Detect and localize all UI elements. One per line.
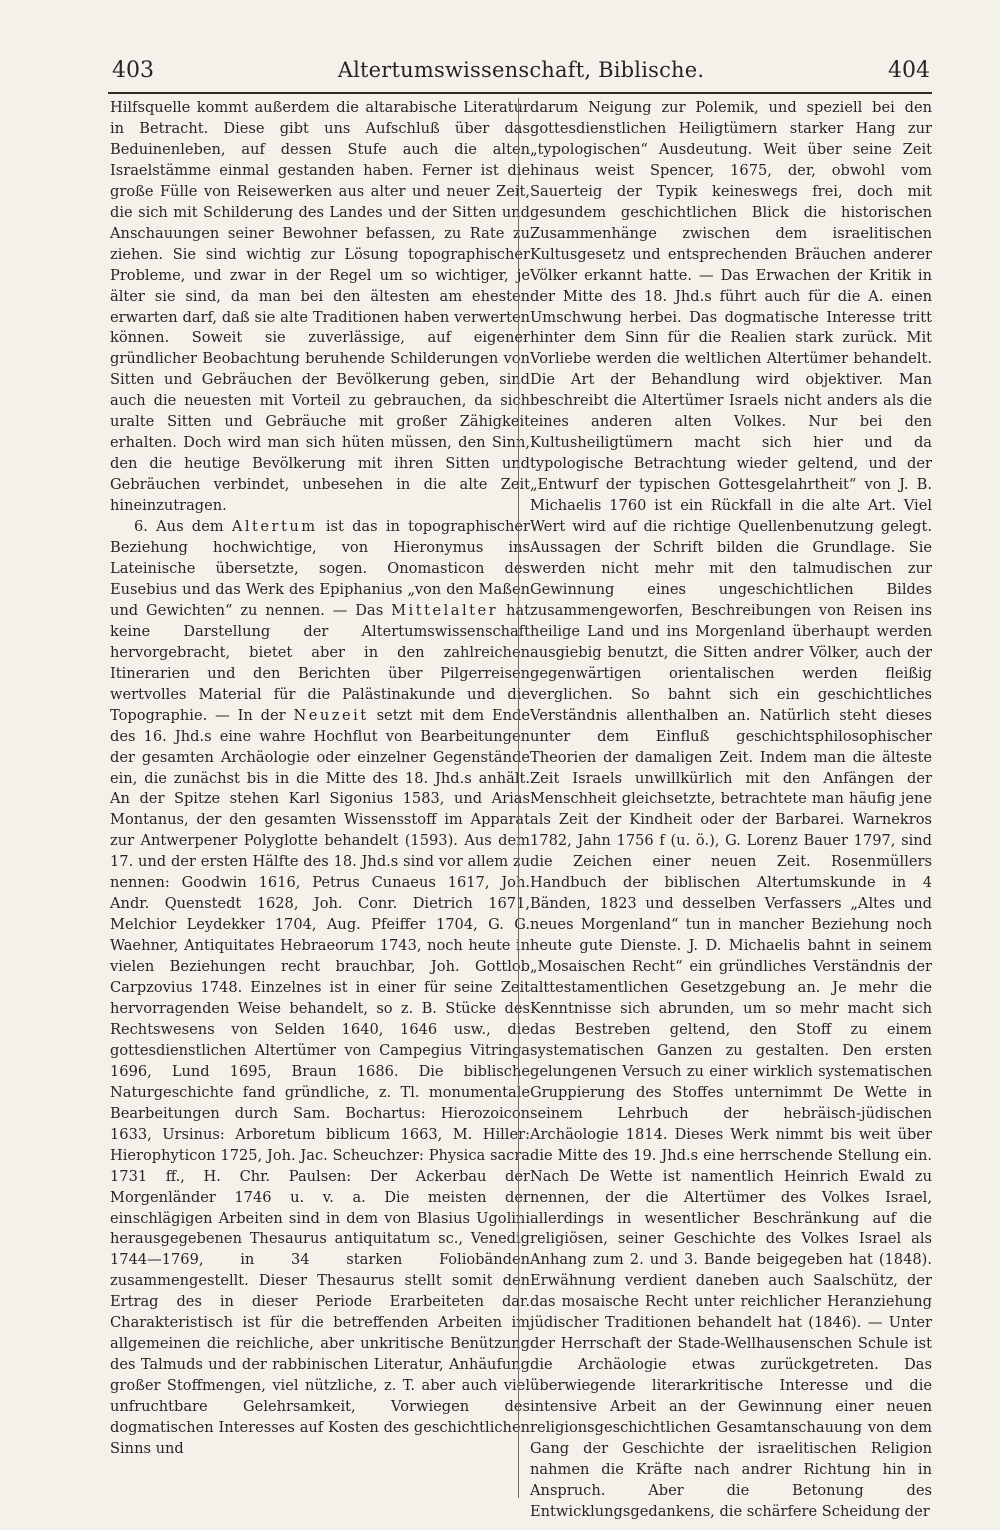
column-divider xyxy=(518,98,519,1498)
text-run: ist das in topographischer Beziehung hochwichtige, von Hieronymus ins Lateinische übersetzte, sogen. Onomasticon des Eusebius und das Werk des Epiphanius „von den Maßen und Gewichten“ zu nennen. — Das xyxy=(110,518,530,619)
right-paragraph-1: darum Neigung zur Polemik, und speziell bei den gottesdienstlichen Heiligtümern starker Hang zur „typologischen“ Ausdeutung. Weit über seine Zeit hinaus weist Spencer, 1675, der, obwohl vom Sauerteig der Typik keineswegs frei, doch mit gesundem geschichtlichen Blick die historischen Zusammenhänge zwischen dem israelitischen Kultusgesetz und entsprechenden Bräuchen anderer Völker erkannt hatte. — Das Erwachen der Kritik in der Mitte des 18. Jhd.s führt auch für die A. einen Umschwung herbei. Das dogmatische Interesse tritt hinter dem Sinn für die Realien stark zurück. Mit Vorliebe werden die weltlichen Altertümer behandelt. Die Art der Behandlung wird objektiver. Man beschreibt die Altertümer Israels nicht anders als die eines anderen alten Volkes. Nur bei den Kultusheiligtümern macht sich hier und da typologische Betrachtung wieder geltend, und der „Entwurf der typischen Gottesgelahrtheit“ von J. B. Michaelis 1760 ist ein Rückfall in die alte Art. Viel Wert wird auf die richtige Quellenbenutzung gelegt. Aussagen der Schrift bilden die Grundlage. Sie werden nicht mehr mit den talmudischen zur Gewinnung eines ungeschichtlichen Bildes zusammengeworfen, Beschreibungen von Reisen ins heilige Land und ins Morgenland überhaupt werden ausgiebig benutzt, die Sitten andrer Völker, auch der gegenwärtigen orientalischen werden fleißig verglichen. So bahnt sich ein geschichtliches Verständnis allenthalben an. Natürlich steht dieses unter dem Einfluß geschichtsphilosophischer Theorien der damaligen Zeit. Indem man die älteste Zeit Israels unwillkürlich mit den Anfängen der Menschheit gleichsetzte, betrachtete man häufig jene als Zeit der Kindheit oder der Barbarei. Warnekros 1782, Jahn 1756 f (u. ö.), G. Lorenz Bauer 1797, sind die Zeichen einer neuen Zeit. Rosenmüllers Handbuch der biblischen Altertumskunde in 4 Bänden, 1823 und desselben Verfassers „Altes und neues Morgenland“ tun in mancher Beziehung noch heute gute Dienste. J. D. Michaelis bahnt in seinem „Mosaischen Recht“ ein gründliches Verständnis der alttestamentlichen Gesetzgebung an. Je mehr die Kenntnisse sich abrunden, um so mehr macht sich das Bestreben geltend, den Stoff zu einem systematischen Ganzen zu gestalten. Den ersten gelungenen Versuch zu einer wirklich systematischen Gruppierung des Stoffes unternimmt De Wette in seinem Lehrbuch der hebräisch-jüdischen Archäologie 1814. Dieses Werk nimmt bis weit über die Mitte des 19. Jhd.s eine herrschende Stellung ein. Nach De Wette ist namentlich Heinrich Ewald zu nennen, der die Altertümer des Volkes Israel, allerdings in wesentlicher Beschränkung auf die religiösen, seiner Geschichte des Volkes Israel als Anhang zum 2. und 3. Bande beigegeben hat (1848). Erwähnung verdient daneben auch Saalschütz, der das mosaische Recht unter reichlicher Heranziehung jüdischer Traditionen behandelt hat (1846). — Unter der Herrschaft der Stade-Wellhausenschen Schule ist die Archäologie etwas zurückgetreten. Das überwiegende literarkritische Interesse und die intensive Arbeit an der Gewinnung einer neuen religionsgeschichtlichen Gesamtanschauung von dem Gang der Geschichte der israelitischen Religion nahmen die Kräfte nach andrer Richtung hin in Anspruch. Aber die Betonung des Entwicklungsgedankens, die schärfere Scheidung der xyxy=(530,99,932,1520)
running-title: Altertumswissenschaft, Biblische. xyxy=(337,58,705,82)
spaced-term-neuzeit: Neuzeit xyxy=(293,706,369,724)
page-header xyxy=(112,58,930,88)
left-paragraph-2 xyxy=(110,517,530,1460)
spaced-term-mittelalter: Mittelalter xyxy=(391,601,499,619)
header-rule xyxy=(108,92,932,94)
page-number-right: 404 xyxy=(887,58,930,83)
text-run: 6. Aus dem xyxy=(134,518,224,536)
right-column xyxy=(530,98,932,1520)
spaced-term-altertum: Altertum xyxy=(231,518,318,536)
left-paragraph-1: Hilfsquelle kommt außerdem die altarabische Literatur in Betracht. Diese gibt uns Aufschluß über das Beduinenleben, auf dessen Stufe auch die alten Israelstämme einmal gestanden haben. Ferner ist die große Fülle von Reisewerken aus alter und neuer Zeit, die sich mit Schilderung des Landes und der Sitten und Anschauungen seiner Bewohner befassen, zu Rate zu ziehen. Sie sind wichtig zur Lösung topographischer Probleme, und zwar in der Regel um so wichtiger, je älter sie sind, da man bei den ältesten am ehesten erwarten darf, daß sie alte Traditionen haben verwerten können. Soweit sie zuverlässige, auf eigener gründlicher Beobachtung beruhende Schilderungen von Sitten und Gebräuchen der Bevölkerung geben, sind auch die neuesten mit Vorteil zu gebrauchen, da sich uralte Sitten und Gebräuche mit großer Zähigkeit erhalten. Doch wird man sich hüten müssen, den Sinn, den die heutige Bevölkerung mit ihren Sitten und Gebräuchen verbindet, unbesehen in die alte Zeit hineinzutragen. xyxy=(110,99,530,515)
page-number-left: 403 xyxy=(112,58,154,83)
left-column xyxy=(110,98,530,1498)
text-run: setzt mit dem Ende des 16. Jhd.s eine wahre Hochflut von Bearbeitungen der gesamten Archäologie oder einzelner Gegenstände ein, die zunächst bis in die Mitte des 18. Jhd.s anhält. An der Spitze stehen Karl Sigonius 1583, und Arias Montanus, der den gesamten Wissensstoff im Apparat zur Antwerpener Polyglotte behandelt (1593). Aus dem 17. und der ersten Hälfte des 18. Jhd.s sind vor allem zu nennen: Goodwin 1616, Petrus Cunaeus 1617, Joh. Andr. Quenstedt 1628, Joh. Conr. Dietrich 1671, Melchior Leydekker 1704, Aug. Pfeiffer 1704, G. G. Waehner, Antiquitates Hebraeorum 1743, noch heute in vielen Beziehungen recht brauchbar, Joh. Gottlob Carpzovius 1748. Einzelnes ist in einer für seine Zeit hervorragenden Weise behandelt, so z. B. Stücke des Rechtswesens von Selden 1640, 1646 usw., die gottesdienstlichen Altertümer von Campegius Vitringa 1696, Lund 1695, Braun 1686. Die biblische Naturgeschichte fand gründliche, z. Tl. monumentale Bearbeitungen durch Sam. Bochartus: Hierozoicon 1633, Ursinus: Arboretum biblicum 1663, M. Hiller: Hierophyticon 1725, Joh. Jac. Scheuchzer: Physica sacra 1731 ff., H. Chr. Paulsen: Der Ackerbau der Morgenländer 1746 u. v. a. Die meisten der einschlägigen Arbeiten sind in dem von Blasius Ugolini herausgegebenen Thesaurus antiquitatum sc., Venedig 1744—1769, in 34 starken Foliobänden zusammengestellt. Dieser Thesaurus stellt somit den Ertrag des in dieser Periode Erarbeiteten dar. Charakteristisch ist für die betreffenden Arbeiten im allgemeinen die reichliche, aber unkritische Benützung des Talmuds und der rabbinischen Literatur, Anhäufung großer Stoffmengen, viel nützliche, z. T. aber auch viel unfruchtbare Gelehrsamkeit, Vorwiegen des dogmatischen Interesses auf Kosten des geschichtlichen Sinns und xyxy=(110,706,530,1457)
text-run: hat keine Darstellung der Altertumswissenschaft hervorgebracht, bietet aber in den zahlreichen Itinerarien und den Berichten über Pilgerreisen wertvolles Material für die Palästinakunde und die Topographie. — In der xyxy=(110,601,530,724)
